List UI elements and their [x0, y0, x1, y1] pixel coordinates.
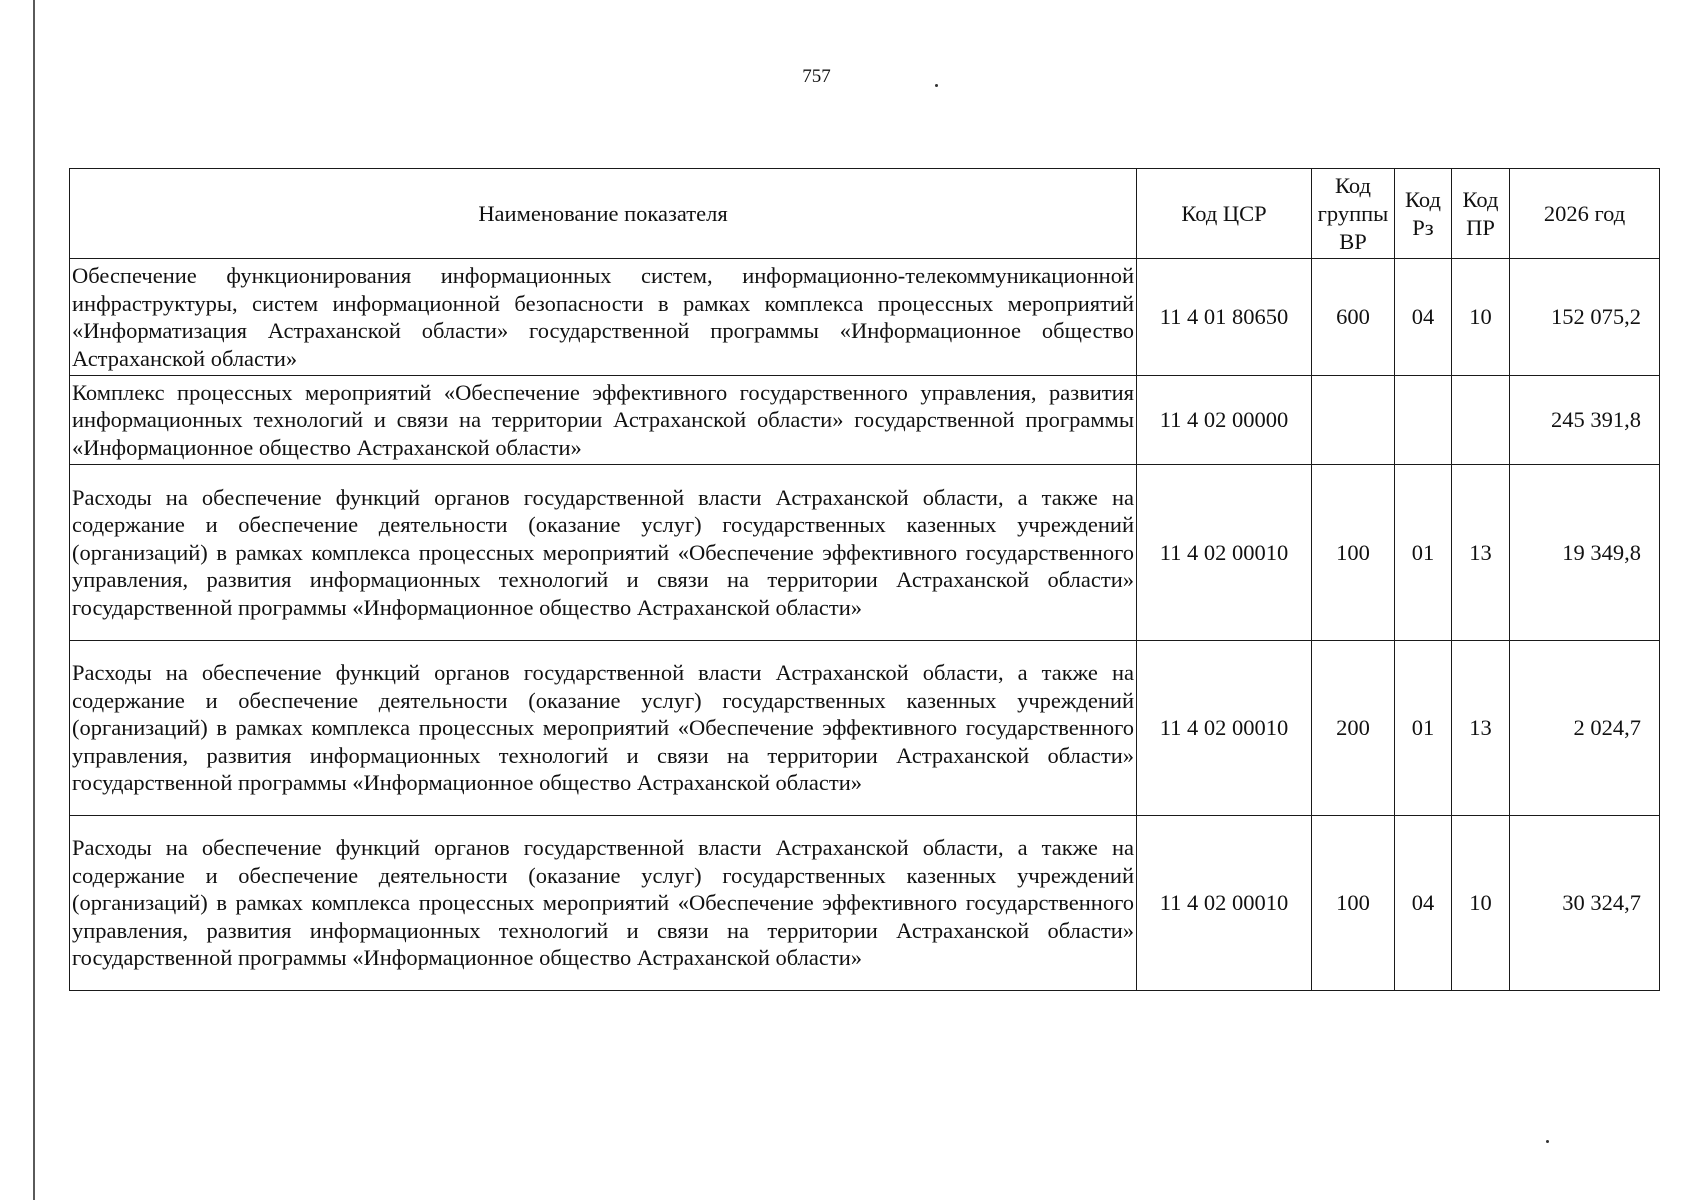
- row-rz: 01: [1395, 641, 1452, 816]
- header-pr: Код ПР: [1452, 169, 1510, 259]
- table-row: [70, 376, 1660, 465]
- row-pr: 10: [1452, 816, 1510, 991]
- row-rz: 01: [1395, 465, 1452, 641]
- row-rz: 04: [1395, 259, 1452, 376]
- row-name: Расходы на обеспечение функций органов государственной власти Астраханской области, а также на содержание и обеспечение деятельности (оказание услуг) государственных казенных учреждений (организаций) в рамках комплекса процессных мероприятий «Обеспечение эффективного государственного управления, развития информационных технологий и связи на территории Астраханской области» государственной программы «Информационное общество Астраханской области»: [70, 816, 1137, 991]
- scan-speck: [1546, 1140, 1549, 1143]
- row-csr: 11 4 02 00010: [1137, 816, 1312, 991]
- table-row: [70, 641, 1660, 816]
- header-rz: Код Рз: [1395, 169, 1452, 259]
- row-name: Комплекс процессных мероприятий «Обеспечение эффективного государственного управления, развития информационных технологий и связи на территории Астраханской области» государственной программы «Информационное общество Астраханской области»: [70, 376, 1137, 465]
- row-name: Расходы на обеспечение функций органов государственной власти Астраханской области, а также на содержание и обеспечение деятельности (оказание услуг) государственных казенных учреждений (организаций) в рамках комплекса процессных мероприятий «Обеспечение эффективного государственного управления, развития информационных технологий и связи на территории Астраханской области» государственной программы «Информационное общество Астраханской области»: [70, 641, 1137, 816]
- row-amount: 245 391,8: [1510, 376, 1660, 465]
- row-csr: 11 4 02 00010: [1137, 641, 1312, 816]
- row-csr: 11 4 01 80650: [1137, 259, 1312, 376]
- row-vr: 200: [1312, 641, 1395, 816]
- scan-margin-line: [33, 0, 35, 1200]
- row-name: Обеспечение функционирования информационных систем, информационно-телекоммуникационной инфраструктуры, систем информационной безопасности в рамках комплекса процессных мероприятий «Информатизация Астраханской области» государственной программы «Информационное общество Астраханской области»: [70, 259, 1137, 376]
- row-vr: 100: [1312, 465, 1395, 641]
- row-csr: 11 4 02 00000: [1137, 376, 1312, 465]
- row-pr: 13: [1452, 641, 1510, 816]
- row-vr: [1312, 376, 1395, 465]
- scan-speck: [935, 84, 938, 87]
- row-vr: 100: [1312, 816, 1395, 991]
- row-amount: 19 349,8: [1510, 465, 1660, 641]
- header-name: Наименование показателя: [70, 169, 1137, 259]
- row-name: Расходы на обеспечение функций органов государственной власти Астраханской области, а также на содержание и обеспечение деятельности (оказание услуг) государственных казенных учреждений (организаций) в рамках комплекса процессных мероприятий «Обеспечение эффективного государственного управления, развития информационных технологий и связи на территории Астраханской области» государственной программы «Информационное общество Астраханской области»: [70, 465, 1137, 641]
- row-amount: 152 075,2: [1510, 259, 1660, 376]
- header-row: [70, 169, 1660, 259]
- page-number: 757: [802, 66, 831, 87]
- header-year: 2026 год: [1510, 169, 1660, 259]
- table-row: [70, 259, 1660, 376]
- row-vr: 600: [1312, 259, 1395, 376]
- table-row: [70, 465, 1660, 641]
- row-rz: [1395, 376, 1452, 465]
- row-rz: 04: [1395, 816, 1452, 991]
- header-csr: Код ЦСР: [1137, 169, 1312, 259]
- budget-table: [69, 168, 1660, 991]
- row-pr: 10: [1452, 259, 1510, 376]
- row-csr: 11 4 02 00010: [1137, 465, 1312, 641]
- header-vr: Код группы ВР: [1312, 169, 1395, 259]
- row-pr: [1452, 376, 1510, 465]
- table-row: [70, 816, 1660, 991]
- row-amount: 2 024,7: [1510, 641, 1660, 816]
- row-amount: 30 324,7: [1510, 816, 1660, 991]
- row-pr: 13: [1452, 465, 1510, 641]
